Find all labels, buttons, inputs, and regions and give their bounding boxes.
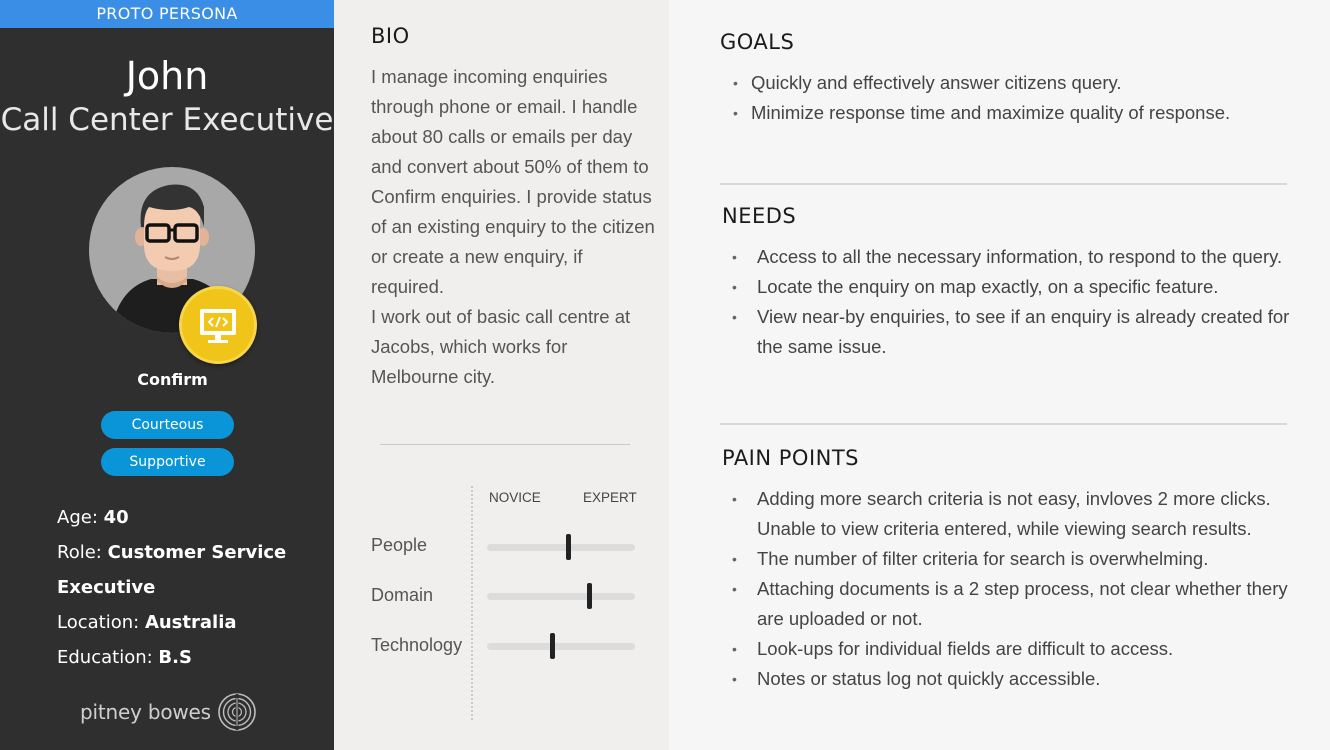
skill-label-domain: Domain [371,585,434,605]
skill-slider-people [487,544,635,551]
pain-point-item: • The number of filter criteria for search is overwhelming. [757,544,1312,574]
bio-panel [334,0,669,750]
divider [380,444,630,445]
location-row [57,605,317,640]
bio-paragraph-1: I manage incoming enquiries through phone or email. I handle about 80 calls or emails per day and convert about 50% of them to Confirm enquiries. I provide status of an existing enquiry to the citizen or create a new enquiry, if required. [371,66,655,297]
persona-details [57,500,317,675]
persona-title: Call Center Executive [0,102,334,138]
proto-persona-header: PROTO PERSONA [0,0,334,28]
divider [720,183,1287,185]
persona-name: John [125,54,209,98]
goals-title: GOALS [720,30,795,54]
age-row [57,500,317,535]
pain-point-item: • Adding more search criteria is not easy, invloves 2 more clicks. Unable to view criteria entered, while viewing search results. [757,484,1312,544]
divider [720,423,1287,425]
brand-logo [80,693,257,731]
pitney-bowes-logo-icon [217,692,257,732]
education-row [57,640,317,675]
trait-badge: Supportive [101,448,234,476]
need-item: • Locate the enquiry on map exactly, on a specific feature. [757,272,1312,302]
trait-badge: Courteous [101,411,234,439]
pain-point-item: • Look-ups for individual fields are difficult to access. [757,634,1312,664]
skill-slider-technology [487,643,635,650]
age-value: 40 [103,507,129,528]
education-value: B.S [158,647,192,668]
skill-label-technology: Technology [371,635,463,655]
persona-type: Confirm [137,370,208,389]
role-value: Customer Service Executive [57,542,287,598]
brand-name: pitney bowes [80,700,211,724]
goal-item: • Minimize response time and maximize quality of response. [751,98,1311,128]
skill-slider-knob [550,633,555,659]
location-label: Location: [57,612,140,633]
needs-title: NEEDS [722,204,797,228]
skill-slider-domain [487,593,635,600]
need-item: • View near-by enquiries, to see if an enquiry is already created for the same issue. [757,302,1312,362]
pain-points-title: PAIN POINTS [722,446,860,470]
location-value: Australia [144,612,237,633]
pain-point-item: • Attaching documents is a 2 step process, not clear whether thery are uploaded or not. [757,574,1312,634]
skill-label-people: People [371,535,428,555]
age-label: Age: [57,507,98,528]
bio-paragraph-2: I work out of basic call centre at Jacobs, which works for Melbourne city. [371,306,631,387]
role-label: Role: [57,542,102,563]
bio-title: BIO [371,24,410,48]
goal-item: • Quickly and effectively answer citizens query. [751,68,1311,98]
goals-needs-panel [669,0,1330,750]
novice-label: NOVICE [489,490,541,505]
role-row [57,535,317,605]
expert-label: EXPERT [583,490,637,505]
badge-circle [179,286,257,364]
pain-point-item: • Notes or status log not quickly accessible. [757,664,1312,694]
skill-slider-knob [587,583,592,609]
education-label: Education: [57,647,153,668]
need-item: • Access to all the necessary information, to respond to the query. [757,242,1312,272]
goals-list [751,68,1311,128]
scale-axis-line [471,486,473,720]
monitor-code-icon [182,289,254,361]
needs-list [757,242,1312,362]
skill-slider-knob [566,534,571,560]
persona-sidebar [0,0,334,750]
pain-points-list [757,484,1312,694]
bio-text [371,62,656,392]
